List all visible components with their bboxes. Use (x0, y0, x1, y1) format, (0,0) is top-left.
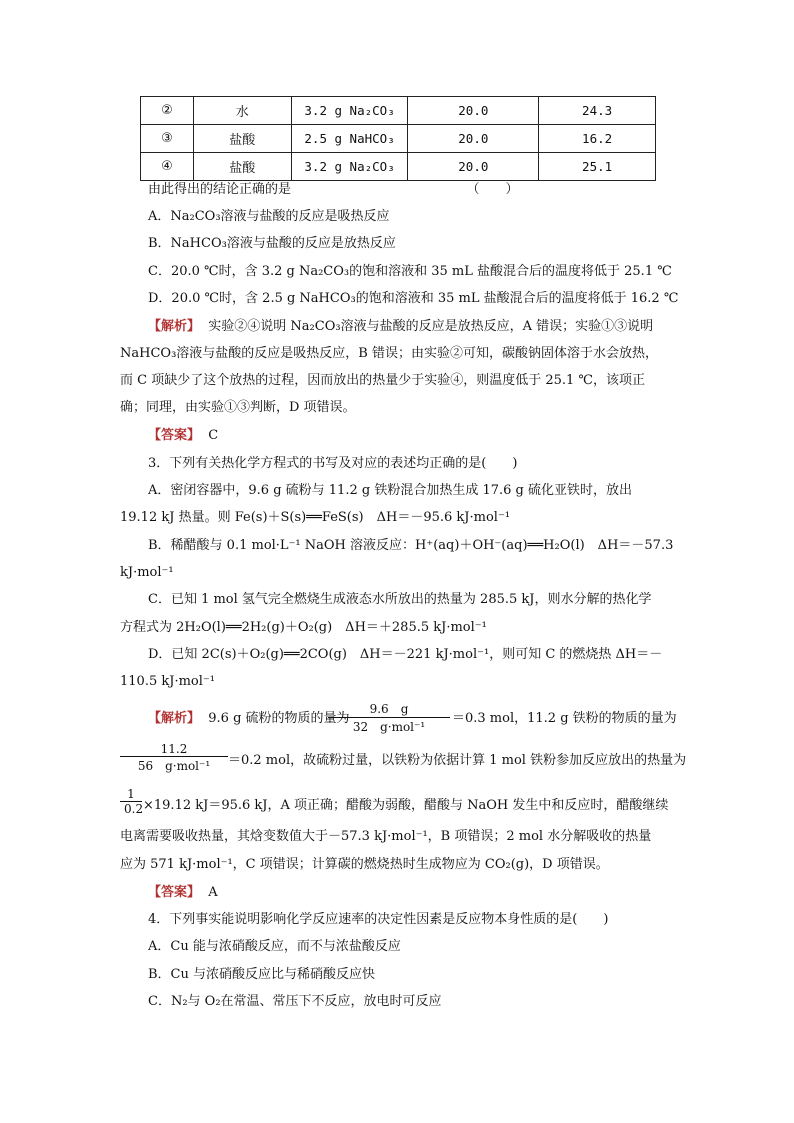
cell-reagent: 盐酸 (193, 153, 291, 181)
analysis-tag: 【解析】 (148, 711, 201, 726)
fraction-sulfur-moles (328, 700, 450, 735)
q3-option-b-1: B．稀醋酸与 0.1 mol·L⁻¹ NaOH 溶液反应：H⁺(aq)＋OH⁻(aq)══H₂O(l) ΔH＝－57.3 (148, 538, 674, 553)
q3-option-d-1: D．已知 2C(s)＋O₂(g)══2CO(g) ΔH＝－221 kJ·mol⁻¹，则可知 C 的燃烧热 ΔH＝－ (148, 647, 663, 662)
answer-tag: 【答案】 (148, 885, 201, 900)
q3-analysis-line-2: ＝0.2 mol，故硫粉过量，以铁粉为依据计算 1 mol 铁粉参加反应放出的热量为 (228, 753, 687, 768)
analysis-tag: 【解析】 (148, 319, 201, 334)
answer-value: A (208, 885, 218, 900)
q2-analysis-line-1 (148, 318, 653, 336)
q2-option-b: B．NaHCO₃溶液与盐酸的反应是放热反应 (148, 236, 396, 251)
analysis-text: 实验②④说明 Na₂CO₃溶液与盐酸的反应是放热反应，A 错误；实验①③说明 (208, 319, 654, 334)
q2-option-c: C．20.0 ℃时，含 3.2 g Na₂CO₃的饱和溶液和 35 mL 盐酸混合后的温度将低于 25.1 ℃ (148, 264, 672, 279)
fraction-denominator: 56 g·mol⁻¹ (137, 759, 211, 773)
q3-answer (148, 884, 218, 902)
q3-option-c-1: C．已知 1 mol 氢气完全燃烧生成液态水所放出的热量为 285.5 kJ，则水分解的热化学 (148, 592, 652, 607)
q4-option-c: C．N₂与 O₂在常温、常压下不反应，放电时可反应 (148, 994, 442, 1009)
q2-analysis-line-4: 确；同理，由实验①③判断，D 项错误。 (120, 400, 356, 415)
cell-t2: 24.3 (539, 97, 656, 125)
cell-reagent: 水 (193, 97, 291, 125)
q3-analysis-line-3: ×19.12 kJ＝95.6 kJ，A 项正确；醋酸为弱酸，醋酸与 NaOH 发生中和反应时，醋酸继续 (143, 798, 669, 813)
table-row (141, 125, 656, 153)
q3-option-a-1: A．密闭容器中，9.6 g 硫粉与 11.2 g 铁粉混合加热生成 17.6 g 硫化亚铁时，放出 (148, 483, 632, 498)
cell-t2: 25.1 (539, 153, 656, 181)
table-row (141, 153, 656, 181)
cell-t1: 20.0 (408, 153, 539, 181)
q3-option-c-2: 方程式为 2H₂O(l)══2H₂(g)＋O₂(g) ΔH＝＋285.5 kJ·mol⁻¹ (120, 620, 487, 635)
q3-analysis-line-4: 电离需要吸收热量，其焓变数值大于－57.3 kJ·mol⁻¹，B 项错误；2 mol 水分解吸收的热量 (120, 829, 652, 844)
cell-no: ③ (141, 125, 194, 153)
fraction-denominator: 0.2 (124, 802, 144, 816)
cell-reagent: 盐酸 (193, 125, 291, 153)
cell-t1: 20.0 (408, 97, 539, 125)
analysis-text: 9.6 g 硫粉的物质的量为 (208, 711, 350, 726)
fraction-numerator: 1 (120, 787, 142, 802)
q2-option-d: D．20.0 ℃时，含 2.5 g NaHCO₃的饱和溶液和 35 mL 盐酸混合后的温度将低于 16.2 ℃ (148, 291, 679, 306)
cell-solid: 3.2 g Na₂CO₃ (291, 97, 408, 125)
q2-answer (148, 427, 218, 445)
q3-stem: 3．下列有关热化学方程式的书写及对应的表述均正确的是( ) (148, 456, 518, 471)
cell-no: ② (141, 97, 194, 125)
answer-value: C (208, 428, 219, 443)
q3-option-d-2: 110.5 kJ·mol⁻¹ (120, 674, 215, 689)
q2-analysis-line-2: NaHCO₃溶液与盐酸的反应是吸热反应，B 错误；由实验②可知，碳酸钠固体溶于水会放热， (120, 346, 658, 361)
table-row (141, 97, 656, 125)
q3-analysis-line-5: 应为 571 kJ·mol⁻¹，C 项错误；计算碳的燃烧热时生成物应为 CO₂(g)，D 项错误。 (120, 857, 609, 872)
q4-option-b: B．Cu 与浓硝酸反应比与稀硝酸反应快 (148, 967, 376, 982)
cell-solid: 2.5 g NaHCO₃ (291, 125, 408, 153)
q4-option-a: A．Cu 能与浓硝酸反应，而不与浓盐酸反应 (148, 939, 401, 954)
q3-analysis-line-1b: ＝0.3 mol，11.2 g 铁粉的物质的量为 (452, 711, 677, 726)
q3-option-b-2: kJ·mol⁻¹ (120, 565, 174, 580)
q2-analysis-line-3: 而 C 项缺少了这个放热的过程，因而放出的热量少于实验④，则温度低于 25.1 ℃，该项正 (120, 373, 645, 388)
cell-solid: 3.2 g Na₂CO₃ (291, 153, 408, 181)
q3-option-a-2: 19.12 kJ 热量。则 Fe(s)＋S(s)══FeS(s) ΔH＝－95.6 kJ·mol⁻¹ (120, 510, 511, 525)
fraction-numerator: 11.2 (120, 742, 228, 757)
experiment-table (140, 96, 656, 181)
q4-stem: 4．下列事实能说明影响化学反应速率的决定性因素是反应物本身性质的是( ) (148, 912, 609, 927)
cell-no: ④ (141, 153, 194, 181)
fraction-iron-moles (120, 742, 228, 774)
fraction-denominator: 32 g·mol⁻¹ (352, 720, 426, 734)
cell-t1: 20.0 (408, 125, 539, 153)
answer-tag: 【答案】 (148, 428, 201, 443)
fraction-one-over-point-two (120, 787, 142, 816)
q2-stem: 由此得出的结论正确的是 （ ） (148, 182, 519, 197)
q3-analysis-line-1a (148, 710, 350, 728)
cell-t2: 16.2 (539, 125, 656, 153)
q2-option-a: A．Na₂CO₃溶液与盐酸的反应是吸热反应 (148, 209, 390, 224)
fraction-numerator: 9.6 g (328, 700, 450, 718)
